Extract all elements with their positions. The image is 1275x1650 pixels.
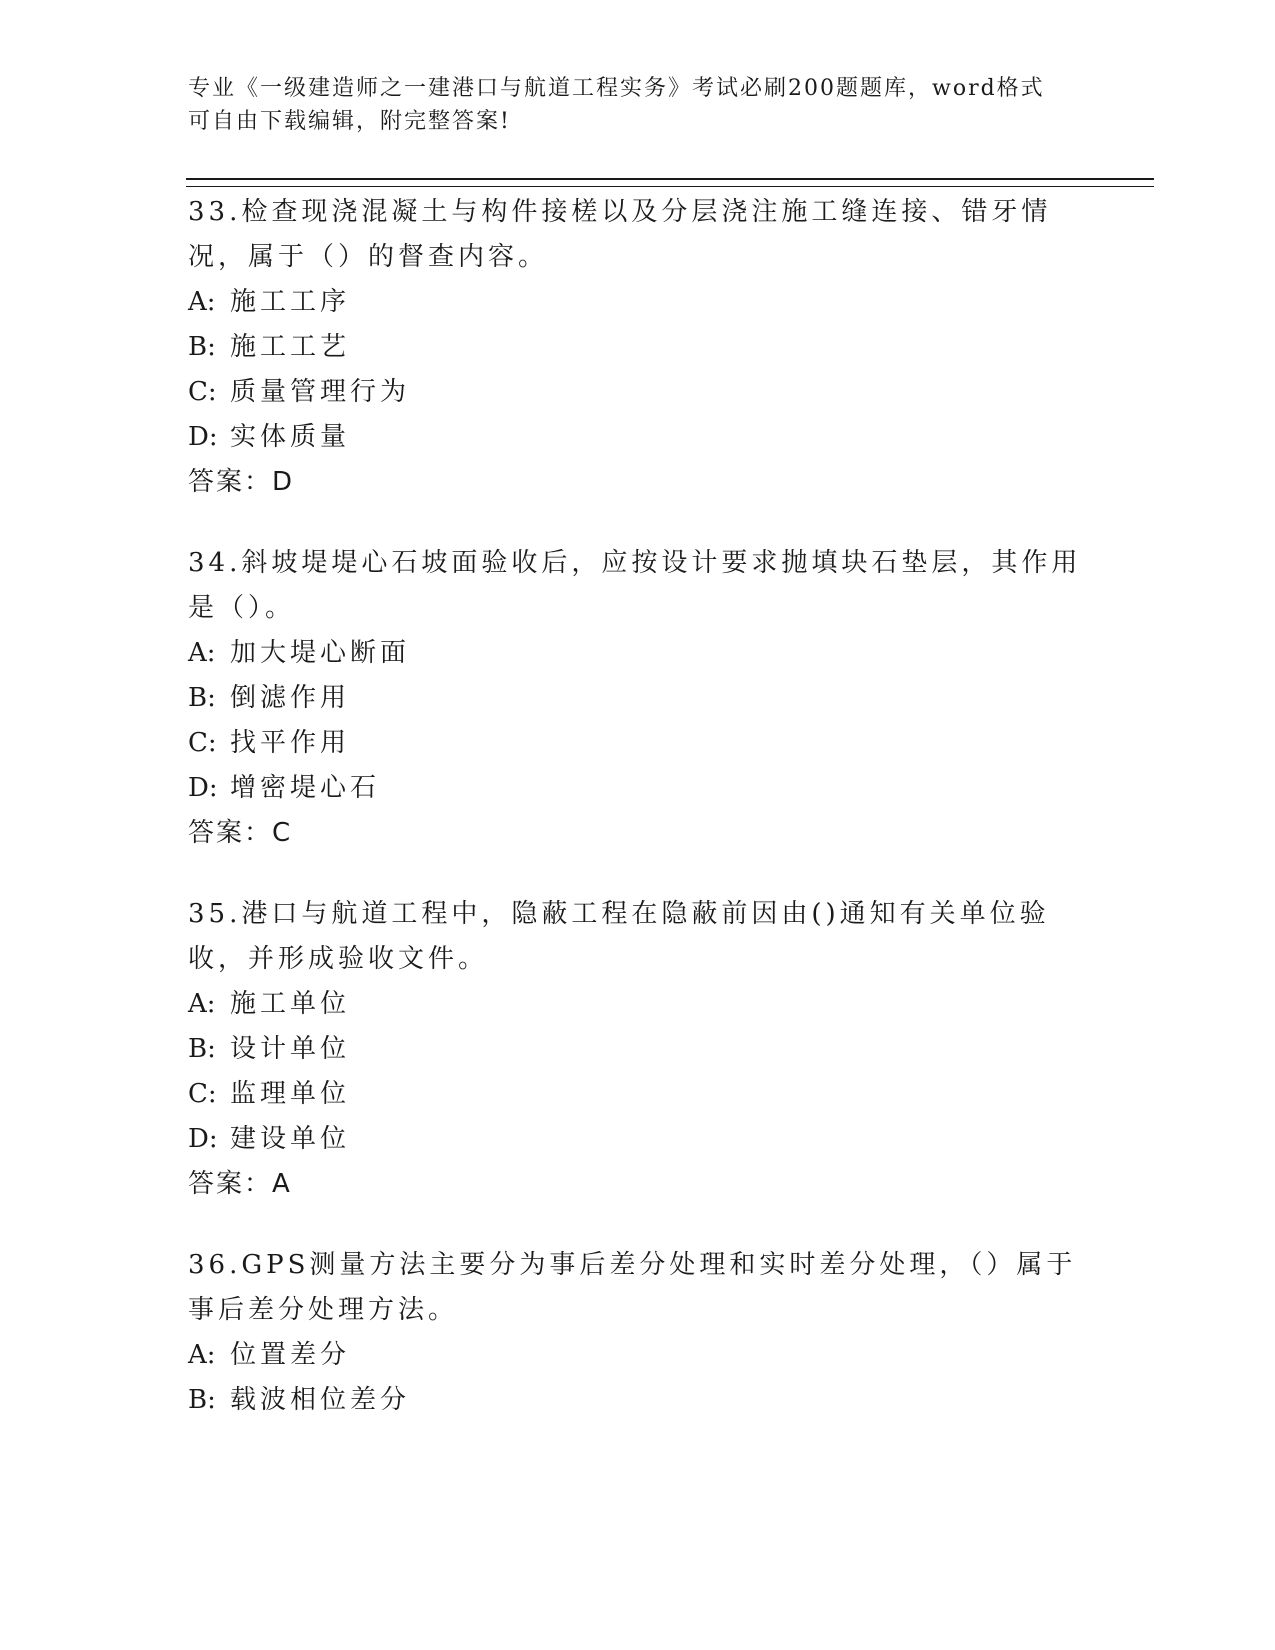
option-text: 质量管理行为 [230, 377, 411, 407]
option-d [188, 1117, 1088, 1162]
option-letter: A: [188, 287, 216, 317]
option-a [188, 631, 1088, 676]
option-text: 设计单位 [230, 1034, 351, 1064]
option-b [188, 325, 1088, 370]
option-d [188, 766, 1088, 811]
option-a [188, 1333, 1088, 1378]
option-text: 建设单位 [230, 1124, 351, 1154]
option-text: 施工工艺 [230, 332, 351, 362]
option-letter: D: [188, 1124, 218, 1154]
option-d [188, 415, 1088, 460]
option-letter: B: [188, 683, 216, 713]
option-c [188, 721, 1088, 766]
option-letter: D: [188, 422, 218, 452]
option-text: 施工工序 [230, 287, 351, 317]
option-text: 实体质量 [230, 422, 351, 452]
option-c [188, 370, 1088, 415]
question-stem: 36.GPS测量方法主要分为事后差分处理和实时差分处理，（）属于事后差分处理方法。 [188, 1250, 1077, 1325]
question-stem: 35.港口与航道工程中，隐蔽工程在隐蔽前因由()通知有关单位验收，并形成验收文件。 [188, 899, 1050, 974]
option-text: 施工单位 [230, 989, 351, 1019]
question-stem: 34.斜坡堤堤心石坡面验收后，应按设计要求抛填块石垫层，其作用是（）。 [188, 548, 1082, 623]
answer-line: 答案：A [188, 1169, 292, 1199]
answer-line: 答案：C [188, 818, 293, 848]
header-line-2: 可自由下载编辑，附完整答案! [188, 109, 511, 134]
header-line-1: 专业《一级建造师之一建港口与航道工程实务》考试必刷200题题库，word格式 [188, 76, 1045, 101]
question-list [188, 190, 1088, 1459]
option-letter: A: [188, 989, 216, 1019]
option-letter: D: [188, 773, 218, 803]
option-text: 加大堤心断面 [230, 638, 411, 668]
question-36 [188, 1243, 1088, 1423]
option-b [188, 1027, 1088, 1072]
question-stem: 33.检查现浇混凝土与构件接槎以及分层浇注施工缝连接、错牙情况，属于（）的督查内容。 [188, 197, 1052, 272]
option-a [188, 982, 1088, 1027]
option-letter: C: [188, 728, 217, 758]
option-text: 增密堤心石 [230, 773, 381, 803]
question-35 [188, 892, 1088, 1207]
answer-line: 答案：D [188, 467, 295, 497]
option-letter: B: [188, 1385, 216, 1415]
option-b [188, 1378, 1088, 1423]
option-text: 载波相位差分 [230, 1385, 411, 1415]
question-33 [188, 190, 1088, 505]
option-letter: C: [188, 1079, 217, 1109]
option-text: 位置差分 [230, 1340, 351, 1370]
option-letter: C: [188, 377, 217, 407]
option-text: 找平作用 [230, 728, 351, 758]
option-c [188, 1072, 1088, 1117]
option-b [188, 676, 1088, 721]
option-letter: B: [188, 1034, 216, 1064]
option-letter: A: [188, 1340, 216, 1370]
option-text: 倒滤作用 [230, 683, 351, 713]
option-letter: A: [188, 638, 216, 668]
option-a [188, 280, 1088, 325]
question-34 [188, 541, 1088, 856]
header-divider [186, 178, 1154, 187]
option-letter: B: [188, 332, 216, 362]
page-header [188, 72, 1088, 138]
option-text: 监理单位 [230, 1079, 351, 1109]
